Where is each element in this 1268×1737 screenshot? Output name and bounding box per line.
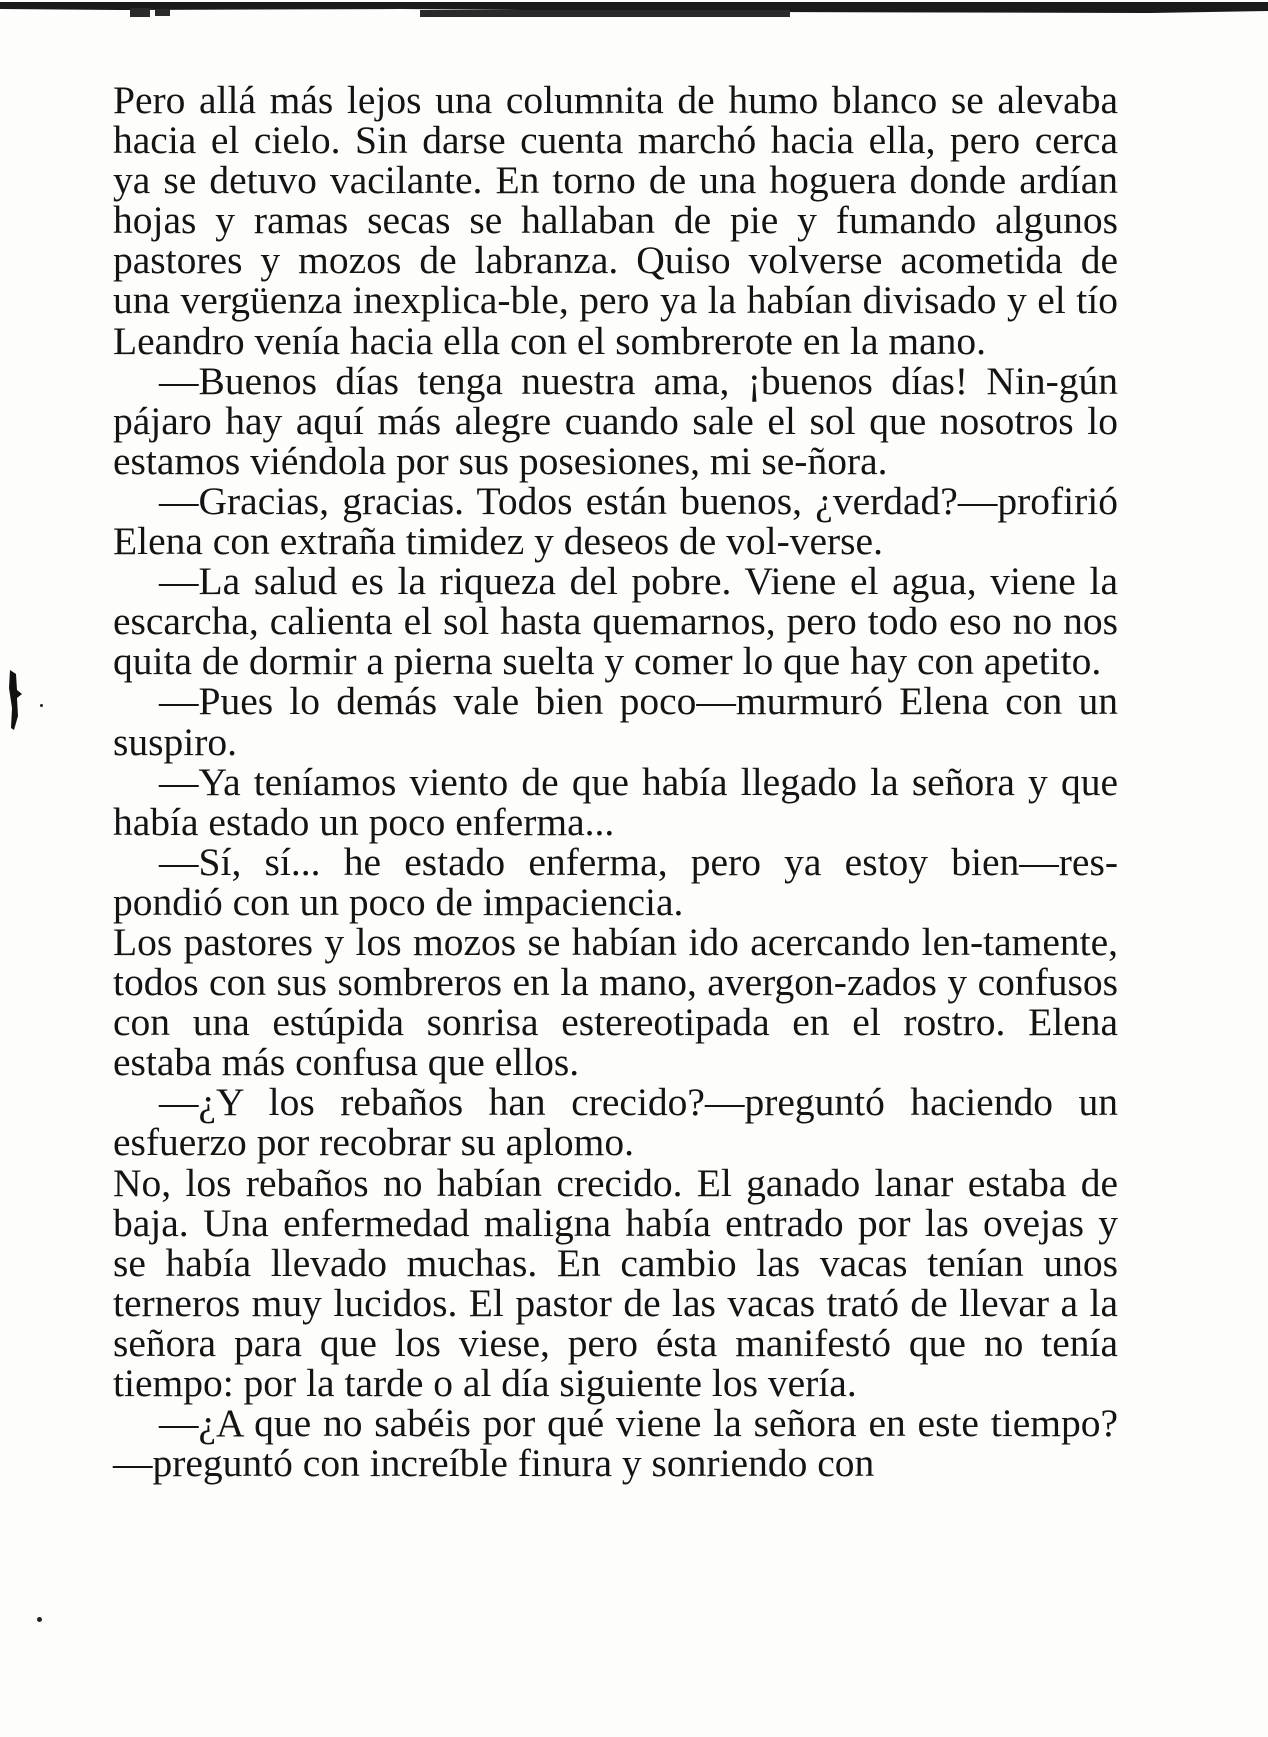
paragraph-11: —¿A que no sabéis por qué viene la señora en este tiempo?—preguntó con increíble finura y sonriendo con — [113, 1401, 1118, 1486]
paragraph-10: No, los rebaños no habían crecido. El ganado lanar estaba de baja. Una enfermedad maligna había entrado por las ovejas y se había llevado muchas. En cambio las vacas tenían unos terneros muy lucidos. El pastor de las vacas trató de llevar a la señora para que los viese, pero ésta manifestó que no tenía tiempo: por la tarde o al día siguiente los vería. — [113, 1160, 1118, 1405]
top-page-edge — [0, 0, 1268, 22]
paragraph-7: —Sí, sí... he estado enferma, pero ya estoy bien—res-pondió con un poco de impaciencia. — [113, 839, 1118, 924]
paragraph-8: Los pastores y los mozos se habían ido acercando len-tamente, todos con sus sombreros en la mano, avergon-zados y confusos con una estúpida sonrisa estereotipada en el rostro. Elena estaba más confusa que ellos. — [113, 919, 1118, 1085]
paragraph-2: —Buenos días tenga nuestra ama, ¡buenos días! Nin-gún pájaro hay aquí más alegre cuando sale el sol que nosotros lo estamos viéndola por sus posesiones, mi se-ñora. — [113, 358, 1118, 483]
body-text — [113, 78, 1118, 1486]
ink-speck — [37, 1617, 42, 1622]
ink-speck — [40, 704, 43, 707]
margin-ink-mark — [6, 668, 28, 732]
paragraph-3: —Gracias, gracias. Todos están buenos, ¿verdad?—profirió Elena con extraña timidez y deseos de vol-verse. — [113, 478, 1118, 564]
paragraph-1: Pero allá más lejos una columnita de humo blanco se alevaba hacia el cielo. Sin darse cuenta marchó hacia ella, pero cerca ya se detuvo vacilante. En torno de una hoguera donde ardían hojas y ramas secas se hallaban de pie y fumando algunos pastores y mozos de labranza. Quiso volverse acometida de una vergüenza inexplica-ble, pero ya la habían divisado y el tío Leandro venía hacia ella con el sombrerote en la mano. — [113, 78, 1118, 363]
paragraph-9: —¿Y los rebaños han crecido?—preguntó haciendo un esfuerzo por recobrar su aplomo. — [113, 1080, 1118, 1165]
paragraph-4: —La salud es la riqueza del pobre. Viene el agua, viene la escarcha, calienta el sol hasta quemarnos, pero todo eso no nos quita de dormir a pierna suelta y comer lo que hay con apetito. — [113, 559, 1118, 684]
paragraph-6: —Ya teníamos viento de que había llegado la señora y que había estado un poco enferma... — [113, 759, 1118, 844]
paragraph-5: —Pues lo demás vale bien poco—murmuró Elena con un suspiro. — [113, 679, 1118, 764]
